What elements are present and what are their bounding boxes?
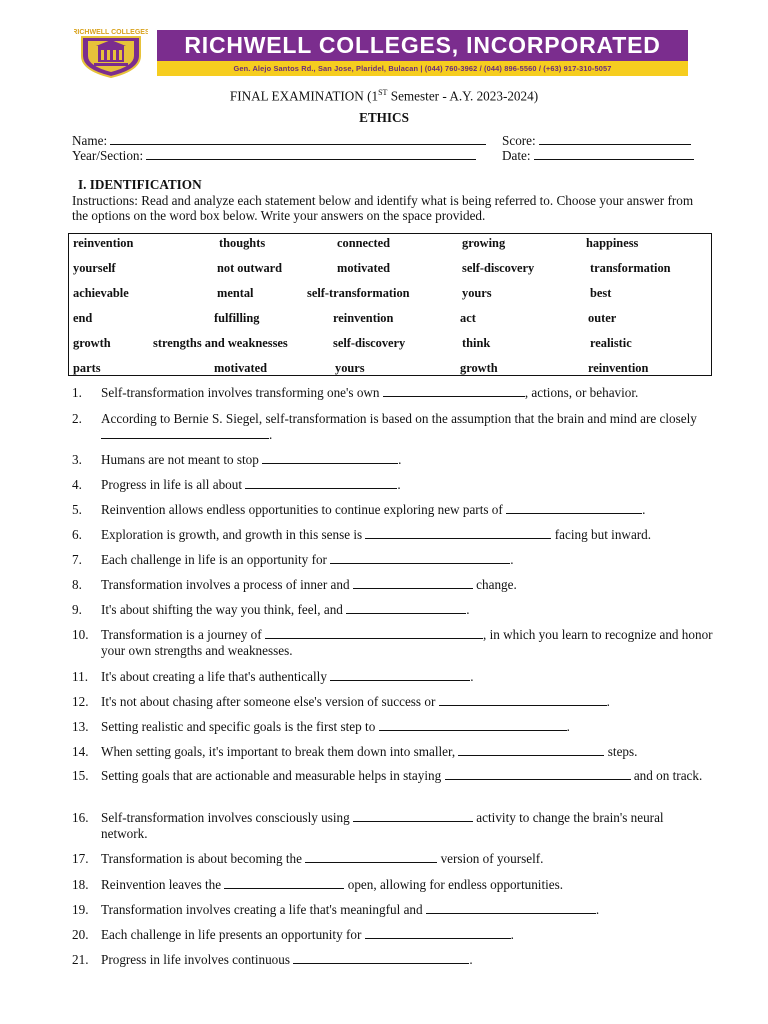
question-text: Each challenge in life is an opportunity for	[101, 552, 331, 567]
exam-title-sup: ST	[378, 88, 388, 97]
word-box-item: mental	[217, 286, 254, 300]
logo-text: RICHWELL COLLEGES	[74, 29, 148, 36]
question-text-after: , actions, or behavior.	[524, 385, 639, 400]
question-number: 21.	[72, 952, 89, 967]
question-text: According to Bernie S. Siegel, self-transformation is based on the assumption that the brain and mind are closely	[101, 411, 697, 426]
answer-blank[interactable]	[379, 720, 567, 731]
question-text-after: activity to change the brain's neural network.	[101, 810, 664, 841]
word-box-item: growth	[460, 361, 498, 375]
word-box-item: motivated	[337, 261, 390, 275]
date-field[interactable]	[534, 149, 694, 160]
question-text-after: .	[510, 552, 514, 567]
question-text: Self-transformation involves transforming one's own	[101, 385, 383, 400]
answer-blank[interactable]	[265, 628, 483, 639]
answer-blank[interactable]	[293, 953, 469, 964]
question-text: Reinvention allows endless opportunities to continue exploring new parts of	[101, 502, 507, 517]
score-field[interactable]	[539, 134, 691, 145]
answer-blank[interactable]	[305, 852, 437, 863]
question-number: 19.	[72, 902, 89, 917]
question-text: When setting goals, it's important to break them down into smaller,	[101, 744, 459, 759]
word-box-item: self-transformation	[307, 286, 410, 300]
question-text-after: .	[397, 477, 401, 492]
banner-address-bar	[157, 61, 688, 76]
word-box-item: strengths and weaknesses	[153, 336, 288, 350]
answer-blank[interactable]	[365, 928, 511, 939]
question-number: 9.	[72, 602, 82, 617]
question-number: 18.	[72, 877, 89, 892]
year-section-field[interactable]	[146, 149, 476, 160]
word-box-item: think	[462, 336, 491, 350]
word-box-item: yours	[335, 361, 365, 375]
word-box-item: reinvention	[73, 236, 134, 250]
info-date-row	[502, 148, 694, 164]
year-section-label: Year/Section:	[72, 148, 144, 163]
question-text-after: .	[642, 502, 646, 517]
word-box-item: happiness	[586, 236, 639, 250]
word-box-item: act	[460, 311, 476, 325]
answer-blank[interactable]	[330, 670, 470, 681]
date-label: Date:	[502, 148, 531, 163]
question-text-after: and on track.	[630, 768, 703, 783]
question-number: 6.	[72, 527, 82, 542]
question-text-after: .	[595, 902, 600, 917]
exam-title	[0, 88, 768, 104]
question-text: It's not about chasing after someone else's version of success or	[101, 694, 439, 709]
question-number: 2.	[72, 411, 82, 426]
question-text: Transformation is about becoming the	[101, 851, 306, 866]
question-text-after: .	[269, 427, 273, 442]
answer-blank[interactable]	[353, 578, 473, 589]
word-box-item: growing	[462, 236, 506, 250]
question-text: Reinvention leaves the	[101, 877, 225, 892]
question-text-after: .	[470, 669, 474, 684]
banner-title-bar	[157, 30, 688, 61]
question-number: 13.	[72, 719, 89, 734]
question-text: Humans are not meant to stop	[101, 452, 263, 467]
word-box-item: transformation	[590, 261, 671, 275]
question-text-after: change.	[472, 577, 517, 592]
answer-blank[interactable]	[245, 478, 397, 489]
answer-blank[interactable]	[353, 811, 473, 822]
question-text-after: .	[566, 719, 570, 734]
question-text: Transformation involves creating a life that's meaningful and	[101, 902, 426, 917]
question-number: 15.	[72, 768, 89, 783]
exam-title-pre: FINAL EXAMINATION (1	[229, 88, 379, 104]
question-text-after: facing but inward.	[551, 527, 652, 542]
name-label: Name:	[72, 133, 108, 148]
question-number: 16.	[72, 810, 89, 825]
info-year-row	[72, 148, 476, 164]
subject-title: ETHICS	[359, 110, 409, 125]
question-number: 3.	[72, 452, 82, 467]
word-box-item: fulfilling	[214, 311, 260, 325]
question-number: 20.	[72, 927, 89, 942]
question-text: Transformation is a journey of	[101, 627, 265, 642]
answer-blank[interactable]	[330, 553, 510, 564]
answer-blank[interactable]	[439, 695, 607, 706]
question-text: It's about shifting the way you think, feel, and	[101, 602, 347, 617]
question-number: 4.	[72, 477, 82, 492]
word-box-item: best	[590, 286, 612, 300]
question-text-after: .	[469, 952, 473, 967]
question-number: 1.	[72, 385, 82, 400]
question-number: 10.	[72, 627, 89, 642]
word-box-item: growth	[73, 336, 111, 350]
word-box-item: self-discovery	[462, 261, 535, 275]
answer-blank[interactable]	[346, 603, 466, 614]
word-box-item: yourself	[73, 261, 116, 275]
word-box-item: motivated	[214, 361, 267, 375]
word-box-item: reinvention	[333, 311, 394, 325]
question-text: Self-transformation involves consciously using	[101, 810, 353, 825]
question-text: Progress in life is all about	[101, 477, 246, 492]
question-text: Each challenge in life presents an opportunity for	[101, 927, 365, 942]
word-box-item: connected	[337, 236, 390, 250]
question-text-after: steps.	[604, 744, 638, 759]
word-box-item: reinvention	[588, 361, 649, 375]
answer-blank[interactable]	[426, 903, 596, 914]
question-number: 17.	[72, 851, 89, 866]
question-number: 8.	[72, 577, 82, 592]
answer-blank[interactable]	[262, 453, 398, 464]
word-box-item: thoughts	[219, 236, 266, 250]
word-box-item: not outward	[217, 261, 283, 275]
college-banner	[157, 30, 688, 76]
question-text: Setting goals that are actionable and measurable helps in staying	[101, 768, 445, 783]
info-name-row	[72, 133, 486, 149]
question-text-after: .	[606, 694, 610, 709]
word-box-item: parts	[73, 361, 101, 375]
word-box-item: achievable	[73, 286, 129, 300]
instructions: Instructions: Read and analyze each statement below and identify what is being referred to. Choose your answer from the options on the word box below. Write your answers on the space provided.	[72, 193, 694, 223]
answer-blank[interactable]	[383, 386, 525, 397]
question-text-after: , in which you learn to recognize and honor your own strengths and weaknesses.	[101, 627, 713, 658]
name-field[interactable]	[110, 134, 486, 145]
word-box-item: yours	[462, 286, 492, 300]
word-box-item: realistic	[590, 336, 632, 350]
answer-blank[interactable]	[445, 769, 631, 780]
question-text: It's about creating a life that's authentically	[101, 669, 331, 684]
info-score-row	[502, 133, 691, 149]
answer-blank[interactable]	[224, 878, 344, 889]
question-number: 7.	[72, 552, 82, 567]
word-box-item: outer	[588, 311, 617, 325]
section-heading: I. IDENTIFICATION	[78, 177, 202, 192]
score-label: Score:	[502, 133, 536, 148]
word-box-item: self-discovery	[333, 336, 406, 350]
question-text: Setting realistic and specific goals is the first step to	[101, 719, 379, 734]
college-address: Gen. Alejo Santos Rd., San Jose, Plaridel, Bulacan | (044) 760-3962 / (044) 896-5560 / (+63) 917-310-5057	[233, 64, 612, 73]
exam-title-post: Semester - A.Y. 2023-2024)	[387, 88, 539, 104]
question-text-after: .	[398, 452, 402, 467]
question-text-after: .	[510, 927, 514, 942]
question-text-after: open, allowing for endless opportunities.	[344, 877, 564, 892]
question-number: 14.	[72, 744, 89, 759]
question-text-after: .	[466, 602, 470, 617]
answer-blank[interactable]	[365, 528, 551, 539]
question-text-after: version of yourself.	[437, 851, 544, 866]
question-text: Progress in life involves continuous	[101, 952, 294, 967]
question-text: Transformation involves a process of inner and	[101, 577, 353, 592]
answer-blank[interactable]	[101, 428, 269, 439]
question-number: 12.	[72, 694, 89, 709]
question-text: Exploration is growth, and growth in this sense is	[101, 527, 366, 542]
college-logo	[74, 26, 148, 78]
answer-blank[interactable]	[458, 745, 604, 756]
college-name: RICHWELL COLLEGES, INCORPORATED	[184, 32, 661, 58]
word-box-item: end	[73, 311, 93, 325]
word-box	[68, 233, 712, 376]
answer-blank[interactable]	[506, 503, 642, 514]
question-number: 11.	[72, 669, 88, 684]
question-number: 5.	[72, 502, 82, 517]
